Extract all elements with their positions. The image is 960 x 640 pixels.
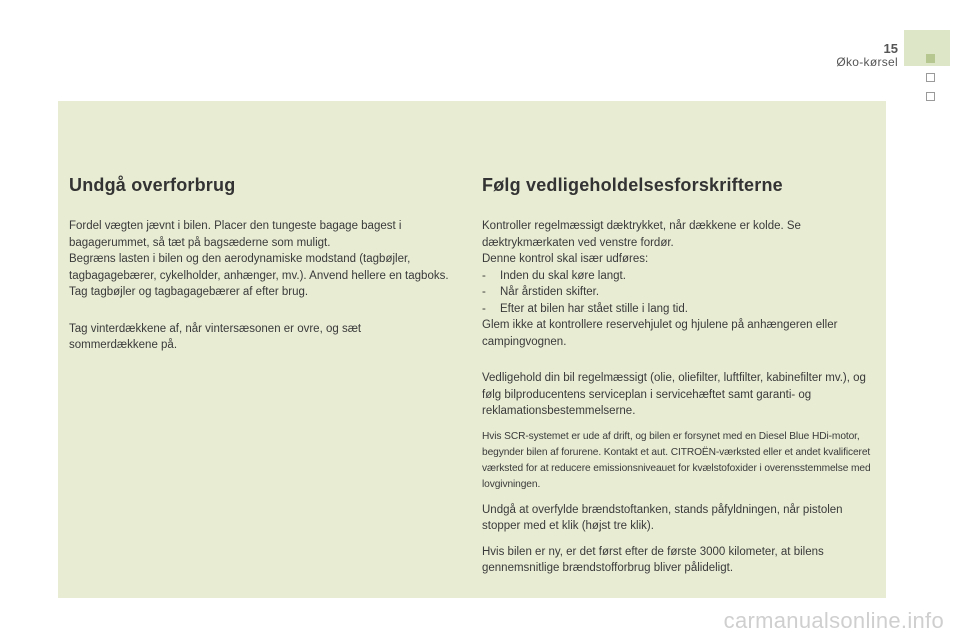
- left-column: [69, 175, 449, 354]
- tab-marker: [926, 92, 935, 101]
- check-list: [482, 268, 882, 318]
- list-item: - Inden du skal køre langt.: [482, 268, 882, 285]
- paragraph-scr-note: Hvis SCR-systemet er ude af drift, og bilen er forsynet med en Diesel Blue HDi-motor, begynder bilen af forurene. Kontakt et aut. CITROËN-værksted eller et andet kvalificeret værksted for at reducere emissionsniveauet for kvælstofoxider i overensstemmelse med lovgivningen.: [482, 430, 871, 490]
- paragraph: Fordel vægten jævnt i bilen. Placer den tungeste bagage bagest i bagagerummet, så tæt på bagsæderne som muligt.: [69, 220, 402, 249]
- paragraph: Hvis bilen er ny, er det først efter de første 3000 kilometer, at bilens gennemsnitlige brændstofforbrug bliver pålideligt.: [482, 545, 824, 574]
- paragraph: Tag vinterdækkene af, når vintersæsonen er ovre, og sæt sommerdækkene på.: [69, 322, 362, 351]
- right-column: [482, 175, 882, 577]
- paragraph: Begræns lasten i bilen og den aerodynamiske modstand (tagbøjler, tagbagagebærer, cykelholder, anhænger, mv.). Anvend hellere en tagboks.: [69, 253, 449, 282]
- watermark-text: carmanualsonline.info: [723, 608, 944, 633]
- section-title-avoid-overconsumption: Undgå overforbrug: [69, 175, 236, 195]
- chapter-tab-strip: [904, 30, 960, 630]
- paragraph: Kontroller regelmæssigt dæktrykket, når dækkene er kolde. Se dæktrykmærkaten ved venstre fordør.: [482, 220, 801, 249]
- section-title-maintenance: Følg vedligeholdelsesforskrifterne: [482, 175, 783, 195]
- paragraph: Denne kontrol skal især udføres:: [482, 253, 649, 265]
- paragraph: Vedligehold din bil regelmæssigt (olie, oliefilter, luftfilter, kabinefilter mv.), og følg bilproducentens serviceplan i servicehæftet samt garanti- og reklamationsbestemmelserne.: [482, 372, 866, 417]
- chapter-title: Øko-kørsel: [836, 55, 898, 69]
- page-number: 15: [883, 41, 898, 56]
- tab-marker: [926, 73, 935, 82]
- paragraph: Tag tagbøjler og tagbagagebærer af efter brug.: [69, 286, 309, 298]
- list-item: - Efter at bilen har stået stille i lang tid.: [482, 301, 882, 318]
- list-item: - Når årstiden skifter.: [482, 284, 882, 301]
- tab-marker-active: [926, 54, 935, 63]
- paragraph: Undgå at overfylde brændstoftanken, stands påfyldningen, når pistolen stopper med et klik (højst tre klik).: [482, 503, 843, 532]
- paragraph: Glem ikke at kontrollere reservehjulet og hjulene på anhængeren eller campingvognen.: [482, 319, 838, 348]
